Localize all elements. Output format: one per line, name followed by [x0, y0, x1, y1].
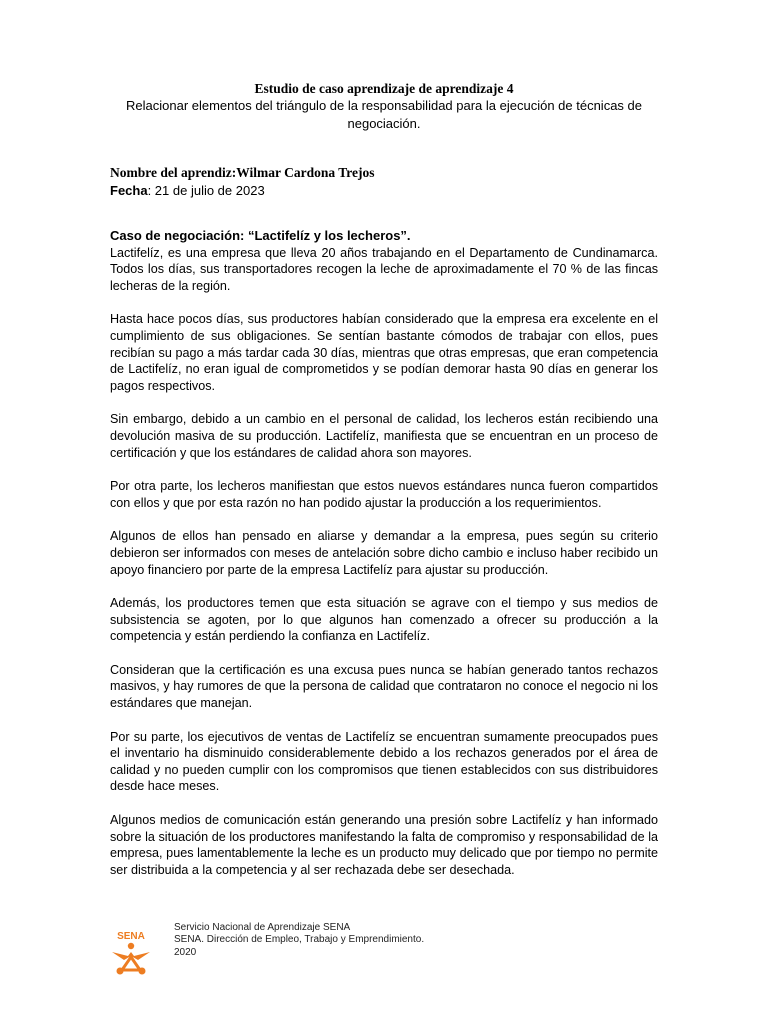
title-block: [110, 80, 658, 133]
case-paragraph: Consideran que la certificación es una excusa pues nunca se habían generado tantos rechazos masivos, y hay rumores de que la persona de calidad que contrataron no conoce el negocio ni los estándares que manejan.: [110, 662, 658, 711]
case-paragraph: Además, los productores temen que esta situación se agrave con el tiempo y sus medios de subsistencia se agoten, por lo que algunos han comenzado a ofrecer su producción a la competencia y están perdiendo la confianza en Lactifelíz.: [110, 596, 658, 644]
case-paragraph: Algunos medios de comunicación están generando una presión sobre Lactifelíz y han informado sobre la situación de los productores manifestando la falta de compromiso y responsabilidad de la empresa, pues lamentablemente la leche es un producto muy delicado que por tiempo no permite ser distribuida a la competencia y al ser rechazada debe ser desechada.: [110, 813, 658, 877]
case-paragraph: Lactifelíz, es una empresa que lleva 20 años trabajando en el Departamento de Cundinamarca. Todos los días, sus transportadores recogen la leche de aproximadamente el 70 % de las fincas lecheras de la región.: [110, 245, 658, 293]
name-line: [110, 164, 658, 182]
meta-block: [110, 164, 658, 200]
date-line: [110, 182, 658, 200]
case-paragraph: Hasta hace pocos días, sus productores habían considerado que la empresa era excelente en el cumplimiento de sus obligaciones. Se sentían bastante cómodos de trabajar con ellos, pues recibían su pago a más tardar cada 30 días, mientras que otras empresas, que eran competencia de Lactifelíz, no eran igual de comprometidos y se podían demorar hasta 90 días en generar los pagos respectivos.: [110, 312, 658, 393]
footer-line-2: SENA. Dirección de Empleo, Trabajo y Emprendimiento.: [174, 934, 425, 946]
logo-text: SENA: [117, 931, 145, 942]
name-value: Wilmar Cardona Trejos: [236, 165, 375, 180]
case-heading: Caso de negociación: “Lactifelíz y los lecheros”.: [110, 228, 411, 243]
document-title: Estudio de caso aprendizaje de aprendizaje 4: [254, 81, 514, 96]
date-value: : 21 de julio de 2023: [147, 183, 265, 198]
footer: [108, 922, 528, 972]
case-paragraph: Algunos de ellos han pensado en aliarse y demandar a la empresa, pues según su criterio debieron ser informados con meses de antelación sobre dicho cambio e incluso haber recibido un apoyo financiero por parte de la empresa Lactifelíz para ajustar su producción.: [110, 529, 658, 577]
case-content: [110, 228, 658, 895]
case-paragraph: Por su parte, los ejecutivos de ventas de Lactifelíz se encuentran sumamente preocupados pues el inventario ha disminuido considerablemente debido a los rechazos generados por el área de calidad y no pueden cumplir con los compromisos que tienen establecidos con sus distribuidores desde hace meses.: [110, 729, 658, 794]
case-paragraph: Por otra parte, los lecheros manifiestan que estos nuevos estándares nunca fueron compartidos con ellos y que por esta razón no han podido ajustar la producción a los requerimientos.: [110, 479, 658, 510]
footer-line-1: Servicio Nacional de Aprendizaje SENA: [174, 922, 351, 933]
document-subtitle: Relacionar elementos del triángulo de la responsabilidad para la ejecución de técnicas de negociación.: [126, 98, 642, 131]
name-label: Nombre del aprendiz:: [110, 165, 237, 180]
case-paragraph: Sin embargo, debido a un cambio en el personal de calidad, los lecheros están recibiendo una devolución masiva de su producción. Lactifelíz, manifiesta que se encuentran en un proceso de certificación y que los estándares de calidad ahora son mayores.: [110, 412, 658, 460]
date-label: Fecha: [110, 183, 148, 198]
sena-logo-icon: [108, 930, 154, 976]
footer-line-3: 2020: [174, 946, 197, 958]
footer-text: [174, 922, 424, 959]
